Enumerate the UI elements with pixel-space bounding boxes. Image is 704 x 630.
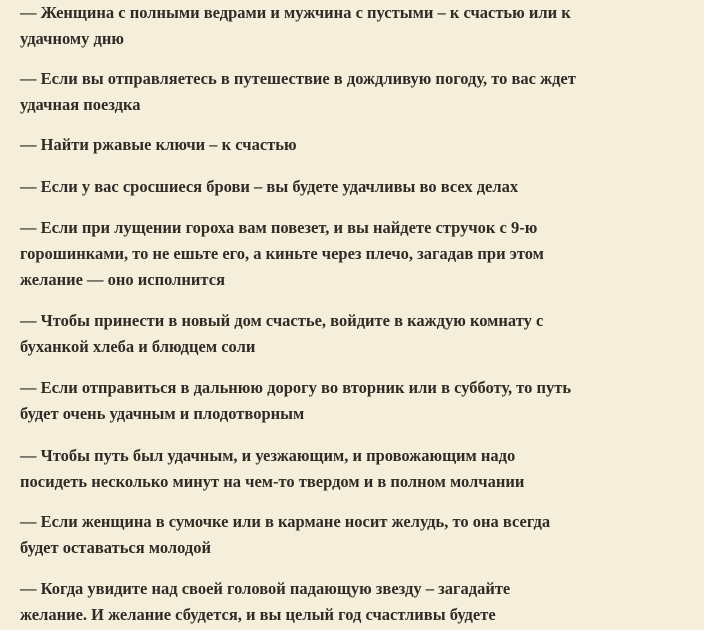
paragraph-3 [20,132,700,158]
paragraph-10-line-1: — Когда увидите над своей головой падающую звезду – загадайте [20,579,511,598]
paragraph-8 [20,443,700,495]
paragraph-6-line-1: — Чтобы принести в новый дом счастье, войдите в каждую комнату с [20,311,544,330]
paragraph-7-line-2: будет очень удачным и плодотворным [20,404,305,423]
paragraph-4 [20,174,700,200]
paragraph-5 [20,215,700,293]
paragraph-2-line-1: — Если вы отправляетесь в путешествие в дождливую погоду, то вас ждет [20,69,576,88]
paragraph-9 [20,509,700,561]
paragraph-6 [20,308,700,360]
paragraph-3-line-1: — Найти ржавые ключи – к счастью [20,135,297,154]
paragraph-1 [20,0,700,52]
paragraph-10 [20,576,700,628]
paragraph-10-line-2: желание. И желание сбудется, и вы целый год счастливы будете [20,605,496,624]
paragraph-5-line-1: — Если при лущении гороха вам повезет, и вы найдете стручок с 9-ю [20,218,538,237]
paragraph-9-line-2: будет оставаться молодой [20,538,211,557]
paragraph-1-line-1: — Женщина с полными ведрами и мужчина с пустыми – к счастью или к [20,3,571,22]
paragraph-4-line-1: — Если у вас сросшиеся брови – вы будете удачливы во всех делах [20,177,519,196]
paragraph-5-line-3: желание — оно исполнится [20,270,225,289]
paragraph-2-line-2: удачная поездка [20,95,141,114]
paragraph-6-line-2: буханкой хлеба и блюдцем соли [20,337,256,356]
paragraph-2 [20,66,700,118]
paragraph-7 [20,375,700,427]
paragraph-7-line-1: — Если отправиться в дальнюю дорогу во вторник или в субботу, то путь [20,378,572,397]
paragraph-8-line-1: — Чтобы путь был удачным, и уезжающим, и провожающим надо [20,446,516,465]
paragraph-1-line-2: удачному дню [20,29,124,48]
paragraph-5-line-2: горошинками, то не ешьте его, а киньте через плечо, загадав при этом [20,244,544,263]
paragraph-8-line-2: посидеть несколько минут на чем-то твердом и в полном молчании [20,472,525,491]
paragraph-9-line-1: — Если женщина в сумочке или в кармане носит желудь, то она всегда [20,512,551,531]
